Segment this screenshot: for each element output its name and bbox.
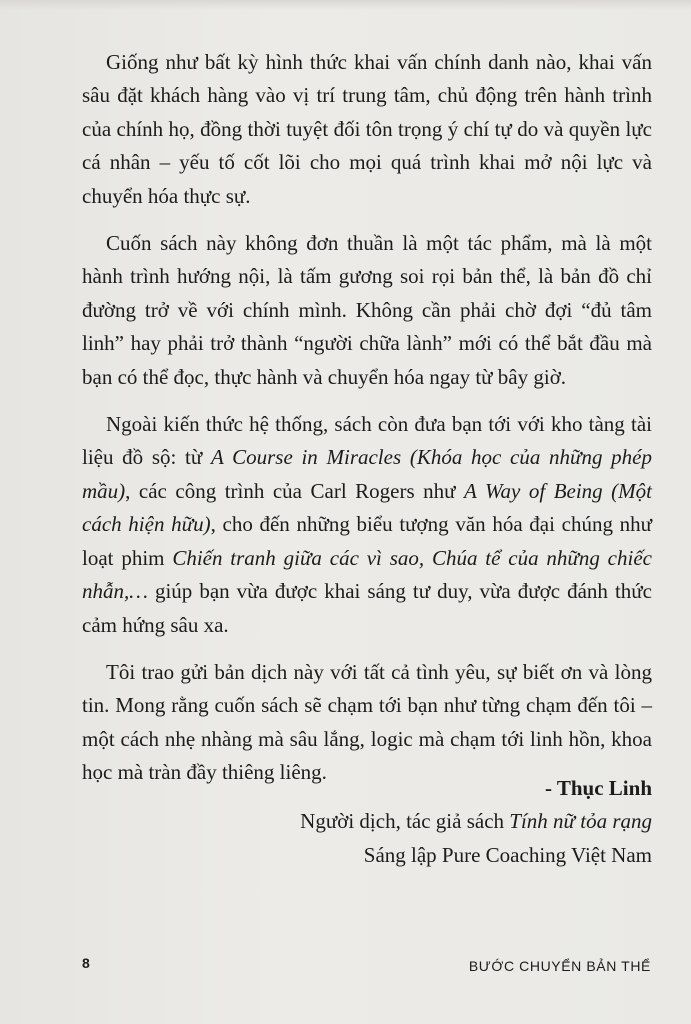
film-titles: Chiến tranh giữa các vì sao, Chúa tể của những chiếc nhẫn,… [82, 545, 652, 604]
page-top-shadow [0, 0, 691, 10]
signature-name: - Thục Linh [545, 776, 652, 800]
signature-role: Người dịch, tác giả sách Tính nữ tỏa rạng [300, 809, 652, 834]
paragraph-2: Cuốn sách này không đơn thuần là một tác phẩm, mà là một hành trình hướng nội, là tấm gương soi rọi bản thể, là bản đồ chỉ đường trở về với chính mình. Không cần phải chờ đợi “đủ tâm linh” hay phải trở thành “người chữa lành” mới có thể bắt đầu mà bạn có thể đọc, thực hành và chuyển hóa ngay từ bây giờ. [82, 231, 652, 389]
paragraph-3: Ngoài kiến thức hệ thống, sách còn đưa bạn tới với kho tàng tài liệu đồ sộ: từ A Course in Miracles (Khóa học của những phép mầu), các công trình của Carl Rogers như A Way of Being (Một cách hiện hữu), cho đến những biểu tượng văn hóa đại chúng như loạt phim Chiến tranh giữa các vì sao, Chúa tể của những chiếc nhẫn,… giúp bạn vừa được khai sáng tư duy, vừa được đánh thức cảm hứng sâu xa. [82, 412, 652, 637]
signature-role-book: Tính nữ tỏa rạng [509, 809, 652, 834]
signature-founder: Sáng lập Pure Coaching Việt Nam [363, 842, 652, 867]
paragraph-1: Giống như bất kỳ hình thức khai vấn chính danh nào, khai vấn sâu đặt khách hàng vào vị trí trung tâm, chủ động trên hành trình của chính họ, đồng thời tuyệt đối tôn trọng ý chí tự do và quyền lực cá nhân – yếu tố cốt lõi cho mọi quá trình khai mở nội lực và chuyển hóa thực sự. [82, 50, 652, 208]
body-text [82, 46, 652, 790]
paragraph-4: Tôi trao gửi bản dịch này với tất cả tình yêu, sự biết ơn và lòng tin. Mong rằng cuốn sách sẽ chạm tới bạn như từng chạm đến tôi – một cách nhẹ nhàng mà sâu lắng, logic mà chạm tới linh hồn, khoa học mà tràn đầy thiêng liêng. [82, 659, 652, 785]
signature-block [92, 772, 652, 872]
book-title-acim: A Course in Miracles (Khóa học của những phép mầu) [82, 445, 652, 503]
book-title-way-of-being: A Way of Being (Một cách hiện hữu) [82, 478, 652, 537]
running-footer-title: BƯỚC CHUYỂN BẢN THỂ [468, 958, 651, 974]
page-number: 8 [82, 955, 91, 971]
